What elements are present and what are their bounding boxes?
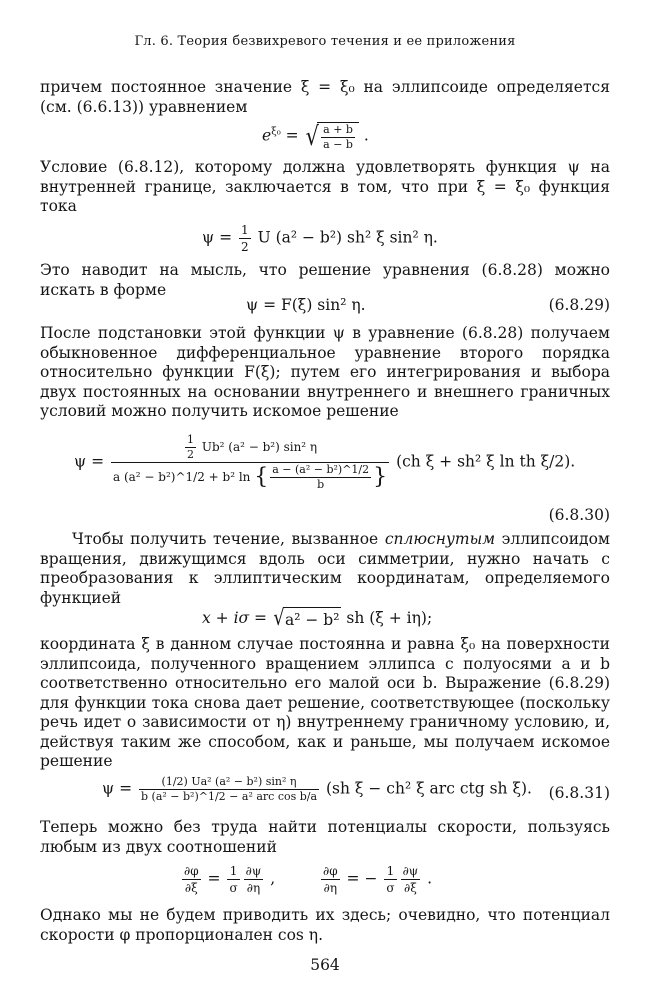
eq-6831-numerator: (1/2) Ua² (a² − b²) sin² η [139, 776, 319, 790]
eq-e-den: a − b [323, 138, 353, 151]
equation-6-8-30: ψ = $\frac{1}{2}$ Ub² (a² − b²) sin² η a (a² − b²)^1/2 + b² ln { $\frac{\text{a − (a² − b²)\textasciicircum{}1/2}}{b}$ } (ch ξ + sh² ξ ln th ξ/2). (6.8.30) [74, 433, 610, 524]
eq-6829-body: ψ = F(ξ) sin² η. [246, 296, 366, 314]
rel-eq1: = [202, 869, 226, 888]
paragraph-4: После подстановки этой функции ψ в уравнение (6.8.28) получаем обыкновенное дифференциальное уравнение второго порядка относительно функции F(ξ); путем его интегрирования и выбора двух постоянных на основании внутреннего и внешнего граничных условий можно получить искомое решение [40, 324, 610, 420]
paragraph-7: Теперь можно без труда найти потенциалы скорости, пользуясь любым из двух соотношений [40, 818, 610, 856]
eq-e-num: a + b [323, 123, 353, 136]
equation-elliptic-coords: x + iσ = √a² − b² sh (ξ + iη); [202, 606, 433, 631]
eq-6831-tail: (sh ξ − ch² ξ arc ctg sh ξ). [326, 779, 532, 798]
rel-sep: , [265, 869, 276, 888]
paragraph-1: причем постоянное значение ξ = ξ₀ на эллипсоиде определяется (см. (6.6.13)) уравнением [40, 78, 610, 116]
eq-e-exponent: ξ₀ [271, 126, 281, 138]
running-header: Гл. 6. Теория безвихревого течения и ее приложения [134, 34, 516, 49]
paragraph-8: Однако мы не будем приводить их здесь; очевидно, что потенциал скорости φ пропорционален cos η. [40, 906, 610, 944]
rel-s2-num: 1 [384, 864, 396, 880]
equation-6-8-31 [40, 772, 610, 812]
rel-d-num: ∂ψ [402, 864, 419, 878]
rel-c-den: ∂η [323, 881, 338, 895]
rel-s2-den: σ [386, 881, 395, 895]
rel-s1-den: σ [229, 881, 238, 895]
rel-d-den: ∂ξ [403, 881, 417, 895]
eq-6830-number: (6.8.30) [548, 506, 610, 524]
paragraph-2: Условие (6.8.12), которому должна удовлетворять функция ψ на внутренней границе, заключается в том, что при ξ = ξ₀ функция тока [40, 158, 610, 215]
eq-6830-tail: (ch ξ + sh² ξ ln th ξ/2). [396, 452, 576, 471]
eq-e-end: . [358, 126, 369, 145]
eq-e-lhs: e [262, 126, 272, 145]
eq-6830-inner-den: b [317, 478, 325, 491]
rel-c-num: ∂φ [323, 864, 338, 878]
paragraph-3: Это наводит на мысль, что решение уравнения (6.8.28) можно искать в форме [40, 261, 610, 299]
eq-6830-lhs: ψ = [74, 452, 109, 471]
eq-6831-number: (6.8.31) [548, 784, 610, 802]
eq-6830-inner-num: a − (a² − b²)^1/2 [272, 463, 370, 476]
rel-a-num: ∂φ [184, 864, 199, 878]
eq-6830-half-den: 2 [187, 448, 195, 461]
rel-end: . [422, 869, 433, 888]
paragraph-6: координата ξ в данном случае постоянна и равна ξ₀ на поверхности эллипсоида, полученного вращением эллипса с полуосями a и b соответственно относительно его малой оси b. Выражение (6.8.29) для функции тока снова дает решение, соответствующее (поскольку речь идет о зависимости от η) внутреннему граничному условию, и, действуя таким же способом, как и раньше, мы получаем искомое решение [40, 635, 610, 770]
book-page [40, 0, 610, 1000]
equation-velocity-potential [40, 860, 610, 902]
eq-6831-lhs: ψ = [102, 779, 137, 798]
rel-b-num: ∂ψ [245, 864, 262, 878]
eq-e-equals: = [280, 126, 304, 145]
eq-psi1-den: 2 [241, 240, 249, 254]
rel-b-den: ∂η [246, 881, 261, 895]
eq-6829-number: (6.8.29) [548, 296, 610, 314]
eq-6830-den-a: a (a² − b²)^1/2 + b² ln [113, 470, 251, 484]
emphasis-word: сплюснутым [384, 530, 496, 548]
page-number: 564 [310, 956, 340, 974]
rel-eq2: = − [341, 869, 383, 888]
eq-x-lhs: x + iσ = [202, 609, 272, 627]
eq-x-radicand: a² − b² [283, 607, 341, 631]
eq-6830-half-num: 1 [187, 433, 195, 446]
rel-s1-num: 1 [227, 864, 239, 880]
eq-6830-numerator: Ub² (a² − b²) sin² η [201, 440, 318, 454]
equation-psi-boundary [40, 220, 610, 256]
paragraph-5: Чтобы получить течение, вызванное сплюснутым эллипсоидом вращения, движущимся вдоль оси симметрии, нужно начать с преобразования к эллиптическим координатам, определяемого функцией [40, 530, 610, 607]
eq-x-rest: sh (ξ + iη); [341, 609, 433, 627]
eq-psi1-num: 1 [241, 223, 249, 237]
equation-exp-xi0 [40, 118, 610, 156]
rel-a-den: ∂ξ [184, 881, 198, 895]
eq-6831-denominator: b (a² − b²)^1/2 − a² arc cos b/a [141, 790, 318, 803]
sqrt-symbol: √ $\frac{a + b}{a - b}$ [304, 122, 359, 151]
eq-psi1-rest: U (a² − b²) sh² ξ sin² η. [257, 228, 438, 247]
eq-psi1-lhs: ψ = [202, 228, 237, 247]
equation-6-8-29 [40, 294, 610, 316]
